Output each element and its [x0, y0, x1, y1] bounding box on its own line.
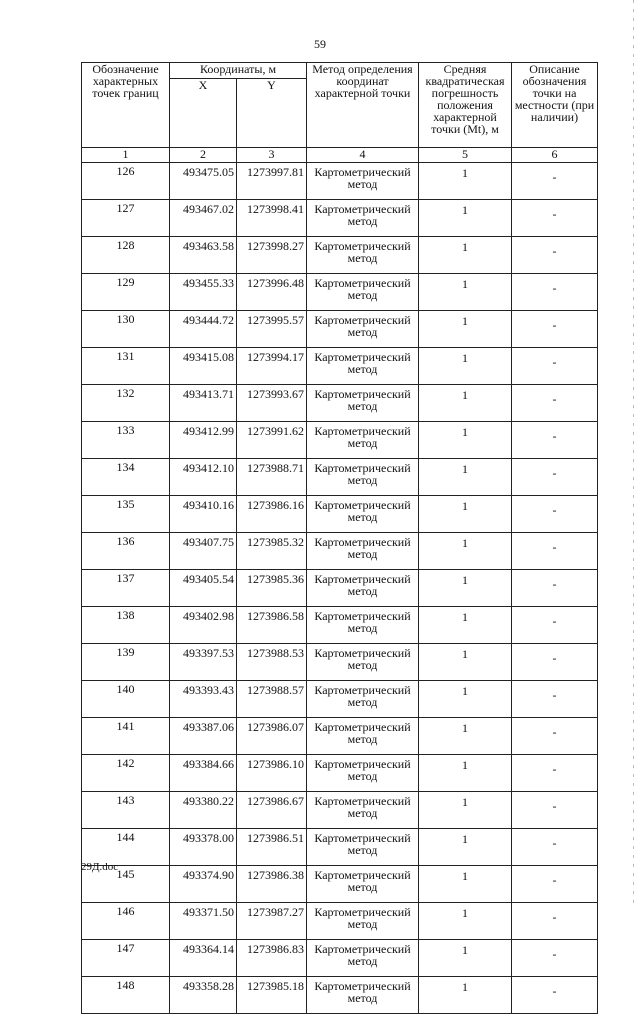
accuracy-cell: 1	[419, 792, 512, 829]
table-row	[82, 977, 598, 1014]
accuracy-cell: 1	[419, 718, 512, 755]
point-number: 127	[82, 200, 170, 237]
coordinate-x: 493387.06	[170, 718, 237, 755]
scan-margin-line	[633, 0, 634, 905]
header-y: Y	[237, 79, 307, 148]
point-number: 148	[82, 977, 170, 1014]
coordinate-y: 1273985.36	[237, 570, 307, 607]
coordinate-y: 1273986.16	[237, 496, 307, 533]
accuracy-cell: 1	[419, 200, 512, 237]
point-number: 128	[82, 237, 170, 274]
coordinate-x: 493393.43	[170, 681, 237, 718]
table-row	[82, 348, 598, 385]
header-point: Обозначение характерных точек границ	[82, 63, 170, 148]
accuracy-cell: 1	[419, 237, 512, 274]
coordinate-y: 1273987.27	[237, 903, 307, 940]
table-row	[82, 829, 598, 866]
table-body	[82, 163, 598, 1014]
coordinate-x: 493384.66	[170, 755, 237, 792]
description-cell: -	[512, 533, 598, 570]
table-row	[82, 940, 598, 977]
coordinate-x: 493455.33	[170, 274, 237, 311]
table-row	[82, 644, 598, 681]
method-cell: Картометрический метод	[307, 644, 419, 681]
table-row	[82, 459, 598, 496]
coordinate-y: 1273993.67	[237, 385, 307, 422]
accuracy-cell: 1	[419, 533, 512, 570]
point-number: 136	[82, 533, 170, 570]
accuracy-cell: 1	[419, 163, 512, 200]
accuracy-cell: 1	[419, 903, 512, 940]
accuracy-cell: 1	[419, 977, 512, 1014]
point-number: 138	[82, 607, 170, 644]
coordinate-x: 493405.54	[170, 570, 237, 607]
description-cell: -	[512, 607, 598, 644]
coordinate-y: 1273986.83	[237, 940, 307, 977]
point-number: 130	[82, 311, 170, 348]
accuracy-cell: 1	[419, 681, 512, 718]
point-number: 142	[82, 755, 170, 792]
accuracy-cell: 1	[419, 755, 512, 792]
method-cell: Картометрический метод	[307, 385, 419, 422]
table-row	[82, 385, 598, 422]
point-number: 135	[82, 496, 170, 533]
point-number: 141	[82, 718, 170, 755]
table-row	[82, 422, 598, 459]
point-number: 132	[82, 385, 170, 422]
coordinate-x: 493364.14	[170, 940, 237, 977]
point-number: 144	[82, 829, 170, 866]
description-cell: -	[512, 570, 598, 607]
coordinate-x: 493444.72	[170, 311, 237, 348]
coordinate-y: 1273986.51	[237, 829, 307, 866]
method-cell: Картометрический метод	[307, 459, 419, 496]
method-cell: Картометрический метод	[307, 570, 419, 607]
accuracy-cell: 1	[419, 829, 512, 866]
coordinate-x: 493380.22	[170, 792, 237, 829]
table-row	[82, 755, 598, 792]
accuracy-cell: 1	[419, 940, 512, 977]
coordinate-x: 493475.05	[170, 163, 237, 200]
column-number: 6	[512, 148, 598, 163]
description-cell: -	[512, 237, 598, 274]
method-cell: Картометрический метод	[307, 792, 419, 829]
column-numbers-row	[82, 148, 598, 163]
method-cell: Картометрический метод	[307, 274, 419, 311]
header-row-top	[82, 63, 598, 79]
accuracy-cell: 1	[419, 496, 512, 533]
header-accuracy: Средняя квадратическая погрешность положения характерной точки (Mt), м	[419, 63, 512, 148]
coordinate-x: 493371.50	[170, 903, 237, 940]
description-cell: -	[512, 903, 598, 940]
method-cell: Картометрический метод	[307, 903, 419, 940]
coordinate-x: 493358.28	[170, 977, 237, 1014]
method-cell: Картометрический метод	[307, 163, 419, 200]
point-number: 139	[82, 644, 170, 681]
point-number: 146	[82, 903, 170, 940]
description-cell: -	[512, 422, 598, 459]
coordinate-x: 493374.90	[170, 866, 237, 903]
table-row	[82, 533, 598, 570]
point-number: 137	[82, 570, 170, 607]
footer-filename: 29Д.doc	[81, 861, 119, 873]
table-row	[82, 792, 598, 829]
header-description: Описание обозначения точки на местности (при наличии)	[512, 63, 598, 148]
method-cell: Картометрический метод	[307, 237, 419, 274]
method-cell: Картометрический метод	[307, 940, 419, 977]
description-cell: -	[512, 348, 598, 385]
column-number: 3	[237, 148, 307, 163]
description-cell: -	[512, 200, 598, 237]
coordinate-y: 1273998.27	[237, 237, 307, 274]
method-cell: Картометрический метод	[307, 681, 419, 718]
coordinate-y: 1273998.41	[237, 200, 307, 237]
coordinate-y: 1273985.18	[237, 977, 307, 1014]
point-number: 145	[82, 866, 170, 903]
method-cell: Картометрический метод	[307, 348, 419, 385]
table-row	[82, 866, 598, 903]
coordinate-x: 493397.53	[170, 644, 237, 681]
table-header	[82, 63, 598, 163]
method-cell: Картометрический метод	[307, 755, 419, 792]
coordinate-x: 493463.58	[170, 237, 237, 274]
coordinate-y: 1273988.53	[237, 644, 307, 681]
description-cell: -	[512, 274, 598, 311]
coordinate-y: 1273988.57	[237, 681, 307, 718]
method-cell: Картометрический метод	[307, 829, 419, 866]
description-cell: -	[512, 496, 598, 533]
table-row	[82, 570, 598, 607]
description-cell: -	[512, 459, 598, 496]
header-method: Метод определения координат характерной точки	[307, 63, 419, 148]
method-cell: Картометрический метод	[307, 533, 419, 570]
method-cell: Картометрический метод	[307, 496, 419, 533]
point-number: 134	[82, 459, 170, 496]
description-cell: -	[512, 385, 598, 422]
column-number: 2	[170, 148, 237, 163]
header-x: X	[170, 79, 237, 148]
description-cell: -	[512, 792, 598, 829]
coordinate-y: 1273996.48	[237, 274, 307, 311]
accuracy-cell: 1	[419, 570, 512, 607]
method-cell: Картометрический метод	[307, 718, 419, 755]
coordinate-y: 1273997.81	[237, 163, 307, 200]
coordinate-y: 1273986.38	[237, 866, 307, 903]
accuracy-cell: 1	[419, 385, 512, 422]
description-cell: -	[512, 866, 598, 903]
description-cell: -	[512, 829, 598, 866]
table-row	[82, 681, 598, 718]
page-number: 59	[314, 37, 326, 51]
column-number: 4	[307, 148, 419, 163]
point-number: 133	[82, 422, 170, 459]
coordinate-y: 1273994.17	[237, 348, 307, 385]
method-cell: Картометрический метод	[307, 977, 419, 1014]
coordinate-y: 1273995.57	[237, 311, 307, 348]
point-number: 131	[82, 348, 170, 385]
table-row	[82, 311, 598, 348]
description-cell: -	[512, 644, 598, 681]
table-row	[82, 607, 598, 644]
description-cell: -	[512, 755, 598, 792]
method-cell: Картометрический метод	[307, 200, 419, 237]
coordinate-x: 493410.16	[170, 496, 237, 533]
coordinate-x: 493412.10	[170, 459, 237, 496]
description-cell: -	[512, 940, 598, 977]
method-cell: Картометрический метод	[307, 422, 419, 459]
accuracy-cell: 1	[419, 459, 512, 496]
accuracy-cell: 1	[419, 348, 512, 385]
method-cell: Картометрический метод	[307, 607, 419, 644]
accuracy-cell: 1	[419, 607, 512, 644]
description-cell: -	[512, 311, 598, 348]
coordinate-y: 1273988.71	[237, 459, 307, 496]
coordinate-x: 493407.75	[170, 533, 237, 570]
table-row	[82, 274, 598, 311]
method-cell: Картометрический метод	[307, 866, 419, 903]
description-cell: -	[512, 163, 598, 200]
column-number: 1	[82, 148, 170, 163]
table-row	[82, 903, 598, 940]
description-cell: -	[512, 718, 598, 755]
coordinate-y: 1273986.58	[237, 607, 307, 644]
coordinate-x: 493415.08	[170, 348, 237, 385]
point-number: 126	[82, 163, 170, 200]
accuracy-cell: 1	[419, 422, 512, 459]
point-number: 143	[82, 792, 170, 829]
method-cell: Картометрический метод	[307, 311, 419, 348]
point-number: 147	[82, 940, 170, 977]
coordinate-y: 1273986.07	[237, 718, 307, 755]
table-row	[82, 237, 598, 274]
accuracy-cell: 1	[419, 274, 512, 311]
header-coordinates: Координаты, м	[170, 63, 307, 79]
table-row	[82, 200, 598, 237]
table-row	[82, 163, 598, 200]
coordinate-x: 493402.98	[170, 607, 237, 644]
description-cell: -	[512, 977, 598, 1014]
table-row	[82, 718, 598, 755]
coordinate-y: 1273986.67	[237, 792, 307, 829]
point-number: 129	[82, 274, 170, 311]
coordinates-table	[81, 62, 598, 1014]
coordinate-x: 493378.00	[170, 829, 237, 866]
table-row	[82, 496, 598, 533]
coordinate-x: 493412.99	[170, 422, 237, 459]
coordinate-x: 493413.71	[170, 385, 237, 422]
column-number: 5	[419, 148, 512, 163]
coordinate-y: 1273985.32	[237, 533, 307, 570]
accuracy-cell: 1	[419, 644, 512, 681]
coordinate-x: 493467.02	[170, 200, 237, 237]
accuracy-cell: 1	[419, 311, 512, 348]
description-cell: -	[512, 681, 598, 718]
coordinate-y: 1273991.62	[237, 422, 307, 459]
accuracy-cell: 1	[419, 866, 512, 903]
coordinate-y: 1273986.10	[237, 755, 307, 792]
point-number: 140	[82, 681, 170, 718]
